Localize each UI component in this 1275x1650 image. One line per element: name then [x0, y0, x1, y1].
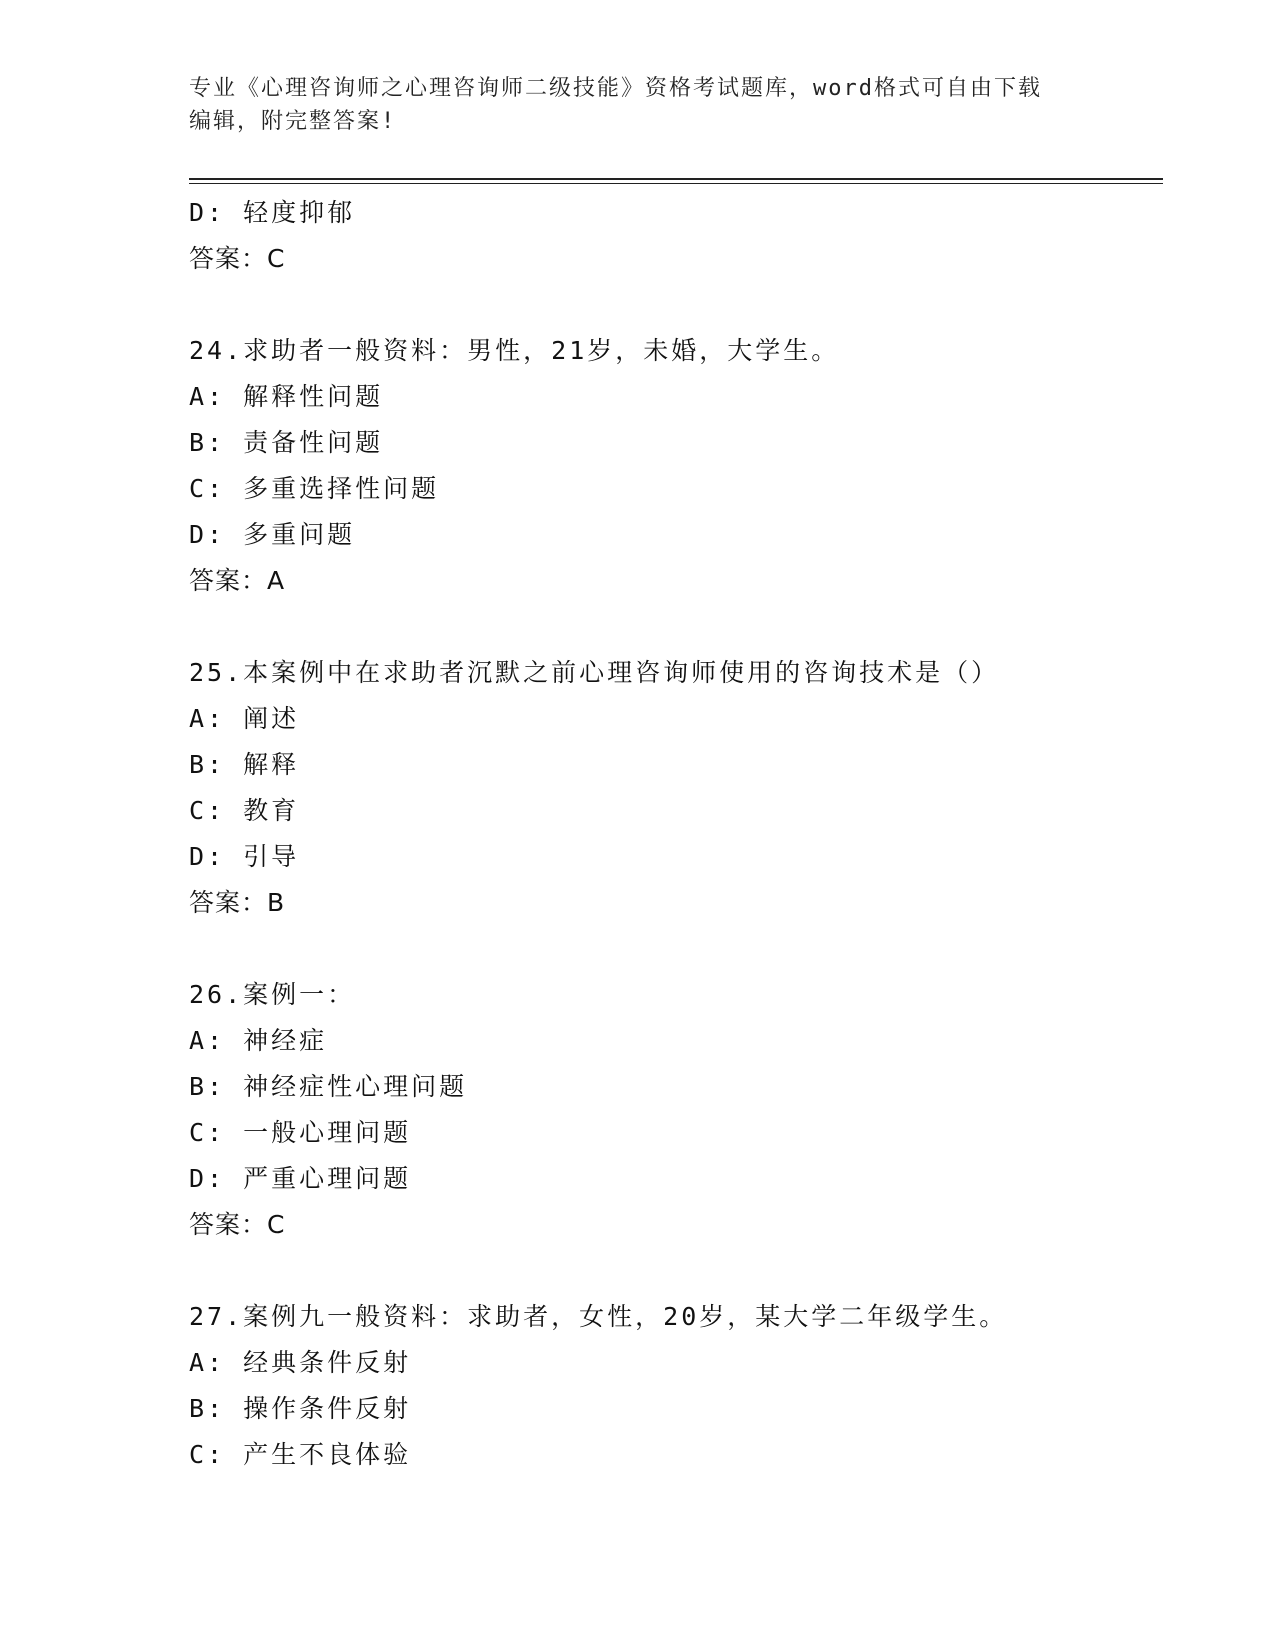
question-25 [189, 650, 1149, 926]
question-23-tail [189, 190, 1149, 282]
option-c: C: 教育 [189, 796, 300, 825]
option-a: A: 解释性问题 [189, 382, 384, 411]
option-b: B: 解释 [189, 750, 300, 779]
spacer [189, 282, 1149, 328]
question-stem: 25.本案例中在求助者沉默之前心理咨询师使用的咨询技术是（） [189, 658, 1000, 687]
question-stem: 27.案例九一般资料：求助者，女性，20岁，某大学二年级学生。 [189, 1302, 1008, 1331]
spacer [189, 604, 1149, 650]
question-stem: 26.案例一： [189, 980, 356, 1009]
option-d: D: 引导 [189, 842, 300, 871]
question-27 [189, 1294, 1149, 1478]
option-a: A: 神经症 [189, 1026, 328, 1055]
spacer [189, 926, 1149, 972]
option-c: C: 产生不良体验 [189, 1440, 412, 1469]
option-a: A: 阐述 [189, 704, 300, 733]
option-b: B: 操作条件反射 [189, 1394, 412, 1423]
header-divider-thin [189, 183, 1163, 184]
option-d: D: 轻度抑郁 [189, 198, 356, 227]
header-line-1: 专业《心理咨询师之心理咨询师二级技能》资格考试题库，word格式可自由下载 [189, 76, 1042, 101]
option-d: D: 严重心理问题 [189, 1164, 412, 1193]
answer: 答案：A [189, 566, 286, 595]
question-24 [189, 328, 1149, 604]
option-b: B: 神经症性心理问题 [189, 1072, 468, 1101]
header-divider-thick [189, 178, 1163, 180]
question-list [189, 190, 1149, 1478]
option-b: B: 责备性问题 [189, 428, 384, 457]
answer: 答案：B [189, 888, 286, 917]
option-c: C: 一般心理问题 [189, 1118, 412, 1147]
answer: 答案：C [189, 244, 286, 273]
option-a: A: 经典条件反射 [189, 1348, 412, 1377]
option-d: D: 多重问题 [189, 520, 356, 549]
question-stem: 24.求助者一般资料：男性，21岁，未婚，大学生。 [189, 336, 840, 365]
question-26 [189, 972, 1149, 1248]
answer: 答案：C [189, 1210, 286, 1239]
option-c: C: 多重选择性问题 [189, 474, 440, 503]
spacer [189, 1248, 1149, 1294]
header-line-2: 编辑，附完整答案! [189, 109, 397, 134]
document-header [189, 72, 1089, 138]
